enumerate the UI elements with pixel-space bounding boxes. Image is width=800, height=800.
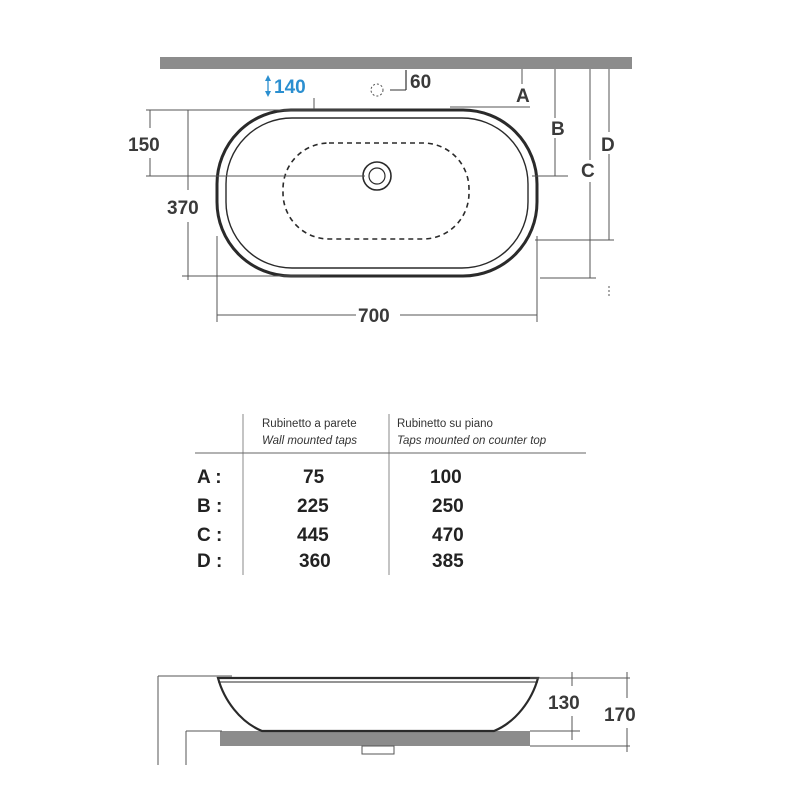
drain-outer	[363, 162, 391, 190]
col-counter-subtitle: Taps mounted on counter top	[397, 435, 547, 447]
dim-170-label: 170	[604, 705, 636, 726]
dim-370-label: 370	[167, 198, 199, 219]
top-view	[128, 57, 632, 327]
drain-pipe	[362, 746, 394, 754]
dim-a-label: A	[516, 86, 530, 107]
row-d-wall: 360	[299, 551, 331, 572]
col-wall-subtitle: Wall mounted taps	[262, 435, 358, 447]
basin-side-profile	[218, 678, 538, 731]
dim-130-label: 130	[548, 693, 580, 714]
wall-bar	[160, 57, 632, 69]
row-d-label: D :	[197, 551, 223, 572]
row-c-wall: 445	[297, 525, 329, 546]
dim-150-label: 150	[128, 135, 160, 156]
row-b-wall: 225	[297, 496, 329, 517]
side-view	[158, 672, 636, 765]
row-b-counter: 250	[432, 496, 464, 517]
dim-c-label: C	[581, 161, 595, 182]
dim-d-label: D	[601, 135, 615, 156]
tap-hole-height-label: 140	[274, 77, 306, 98]
basin-inner-rim	[226, 118, 528, 268]
basin-outer-rim	[217, 110, 537, 276]
dim-700-label: 700	[358, 306, 390, 327]
tap-height-arrow-down-icon	[265, 91, 271, 97]
dim-b-label: B	[551, 119, 565, 140]
countertop	[220, 731, 530, 746]
col-wall-title: Rubinetto a parete	[262, 418, 357, 430]
dimension-table	[195, 414, 586, 575]
tap-hole-dashed	[371, 84, 383, 96]
drain-offset-label: 60	[410, 72, 432, 93]
drain-inner	[369, 168, 385, 184]
bowl-dashed-outline	[283, 143, 469, 239]
row-a-label: A :	[197, 467, 222, 488]
row-c-label: C :	[197, 525, 223, 546]
row-d-counter: 385	[432, 551, 464, 572]
tap-height-arrow-up-icon	[265, 75, 271, 81]
col-counter-title: Rubinetto su piano	[397, 418, 493, 430]
row-a-wall: 75	[303, 467, 325, 488]
row-c-counter: 470	[432, 525, 464, 546]
row-a-counter: 100	[430, 467, 462, 488]
row-b-label: B :	[197, 496, 223, 517]
